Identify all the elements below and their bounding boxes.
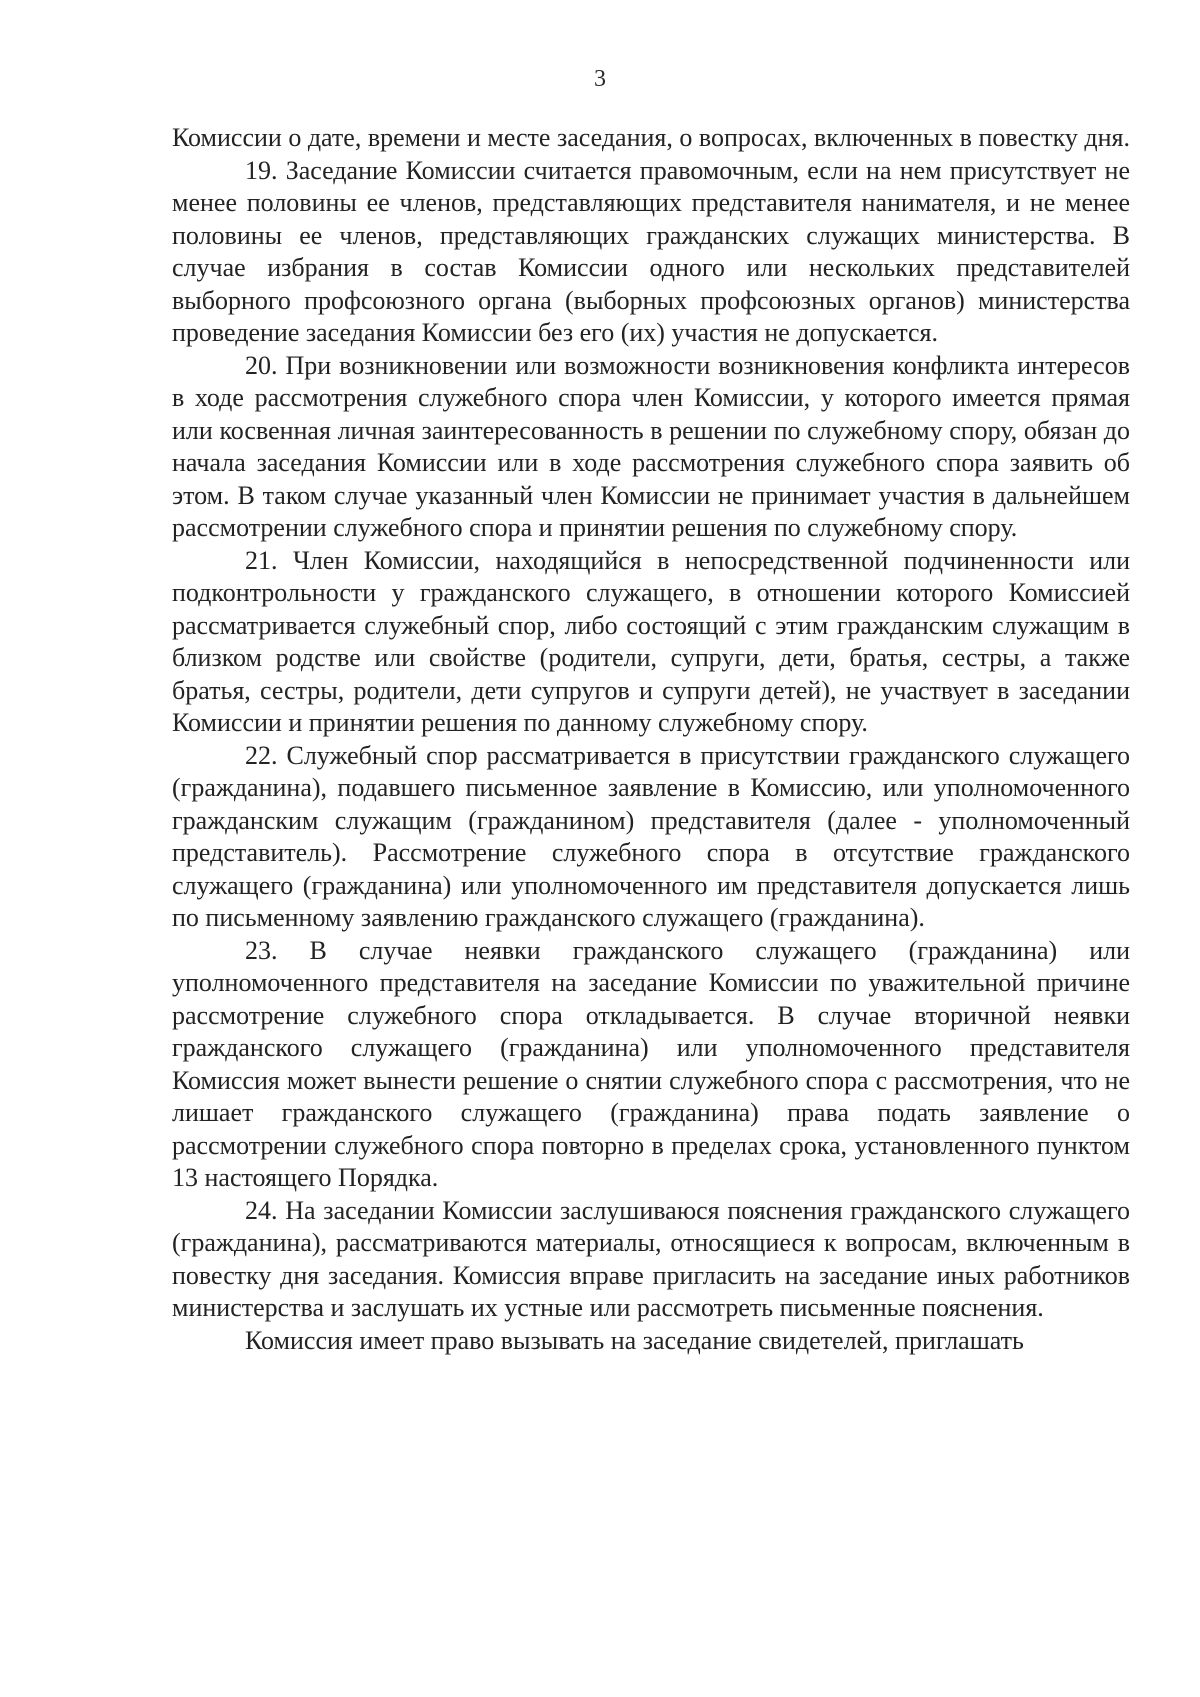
paragraph-24-continuation: Комиссия имеет право вызывать на заседание свидетелей, приглашать <box>245 1325 1024 1355</box>
paragraph-24: 24. На заседании Комиссии заслушиваюся пояснения гражданского служащего (гражданина), рассматриваются материалы, относящиеся к вопросам, включенным в повестку дня заседания. Комиссия вправе пригласить на заседание иных работников министерства и заслушать их устные или рассмотреть письменные пояснения. <box>172 1195 1130 1322</box>
paragraph-22: 22. Служебный спор рассматривается в присутствии гражданского служащего (гражданина), подавшего письменное заявление в Комиссию, или уполномоченного гражданским служащим (гражданином) представителя (далее - уполномоченный представитель). Рассмотрение служебного спора в отсутствие гражданского служащего (гражданина) или уполномоченного им представителя допускается лишь по письменному заявлению гражданского служащего (гражданина). <box>172 740 1130 932</box>
page-number: 3 <box>594 66 606 92</box>
paragraph-continuation: Комиссии о дате, времени и месте заседания, о вопросах, включенных в повестку дня. <box>172 123 1130 152</box>
paragraph-19: 19. Заседание Комиссии считается правомочным, если на нем присутствует не менее половины ее членов, представляющих представителя нанимателя, и не менее половины ее членов, представляющих гражданских служащих министерства. В случае избрания в состав Комиссии одного или нескольких представителей выборного профсоюзного органа (выборных профсоюзных органов) министерства проведение заседания Комиссии без его (их) участия не допускается. <box>172 155 1130 347</box>
paragraph-23: 23. В случае неявки гражданского служащего (гражданина) или уполномоченного представителя на заседание Комиссии по уважительной причине рассмотрение служебного спора откладывается. В случае вторичной неявки гражданского служащего (гражданина) или уполномоченного представителя Комиссия может вынести решение о снятии служебного спора с рассмотрения, что не лишает гражданского служащего (гражданина) права подать заявление о рассмотрении служебного спора повторно в пределах срока, установленного пунктом 13 настоящего Порядка. <box>172 935 1130 1192</box>
paragraph-20: 20. При возникновении или возможности возникновения конфликта интересов в ходе рассмотрения служебного спора член Комиссии, у которого имеется прямая или косвенная личная заинтересованность в решении по служебному спору, обязан до начала заседания Комиссии или в ходе рассмотрения служебного спора заявить об этом. В таком случае указанный член Комиссии не принимает участия в дальнейшем рассмотрении служебного спора и принятии решения по служебному спору. <box>172 350 1130 542</box>
document-body <box>172 122 1130 1357</box>
paragraph-21: 21. Член Комиссии, находящийся в непосредственной подчиненности или подконтрольности у гражданского служащего, в отношении которого Комиссией рассматривается служебный спор, либо состоящий с этим гражданским служащим в близком родстве или свойстве (родители, супруги, дети, братья, сестры, а также братья, сестры, родители, дети супругов и супруги детей), не участвует в заседании Комиссии и принятии решения по данному служебному спору. <box>172 545 1130 737</box>
